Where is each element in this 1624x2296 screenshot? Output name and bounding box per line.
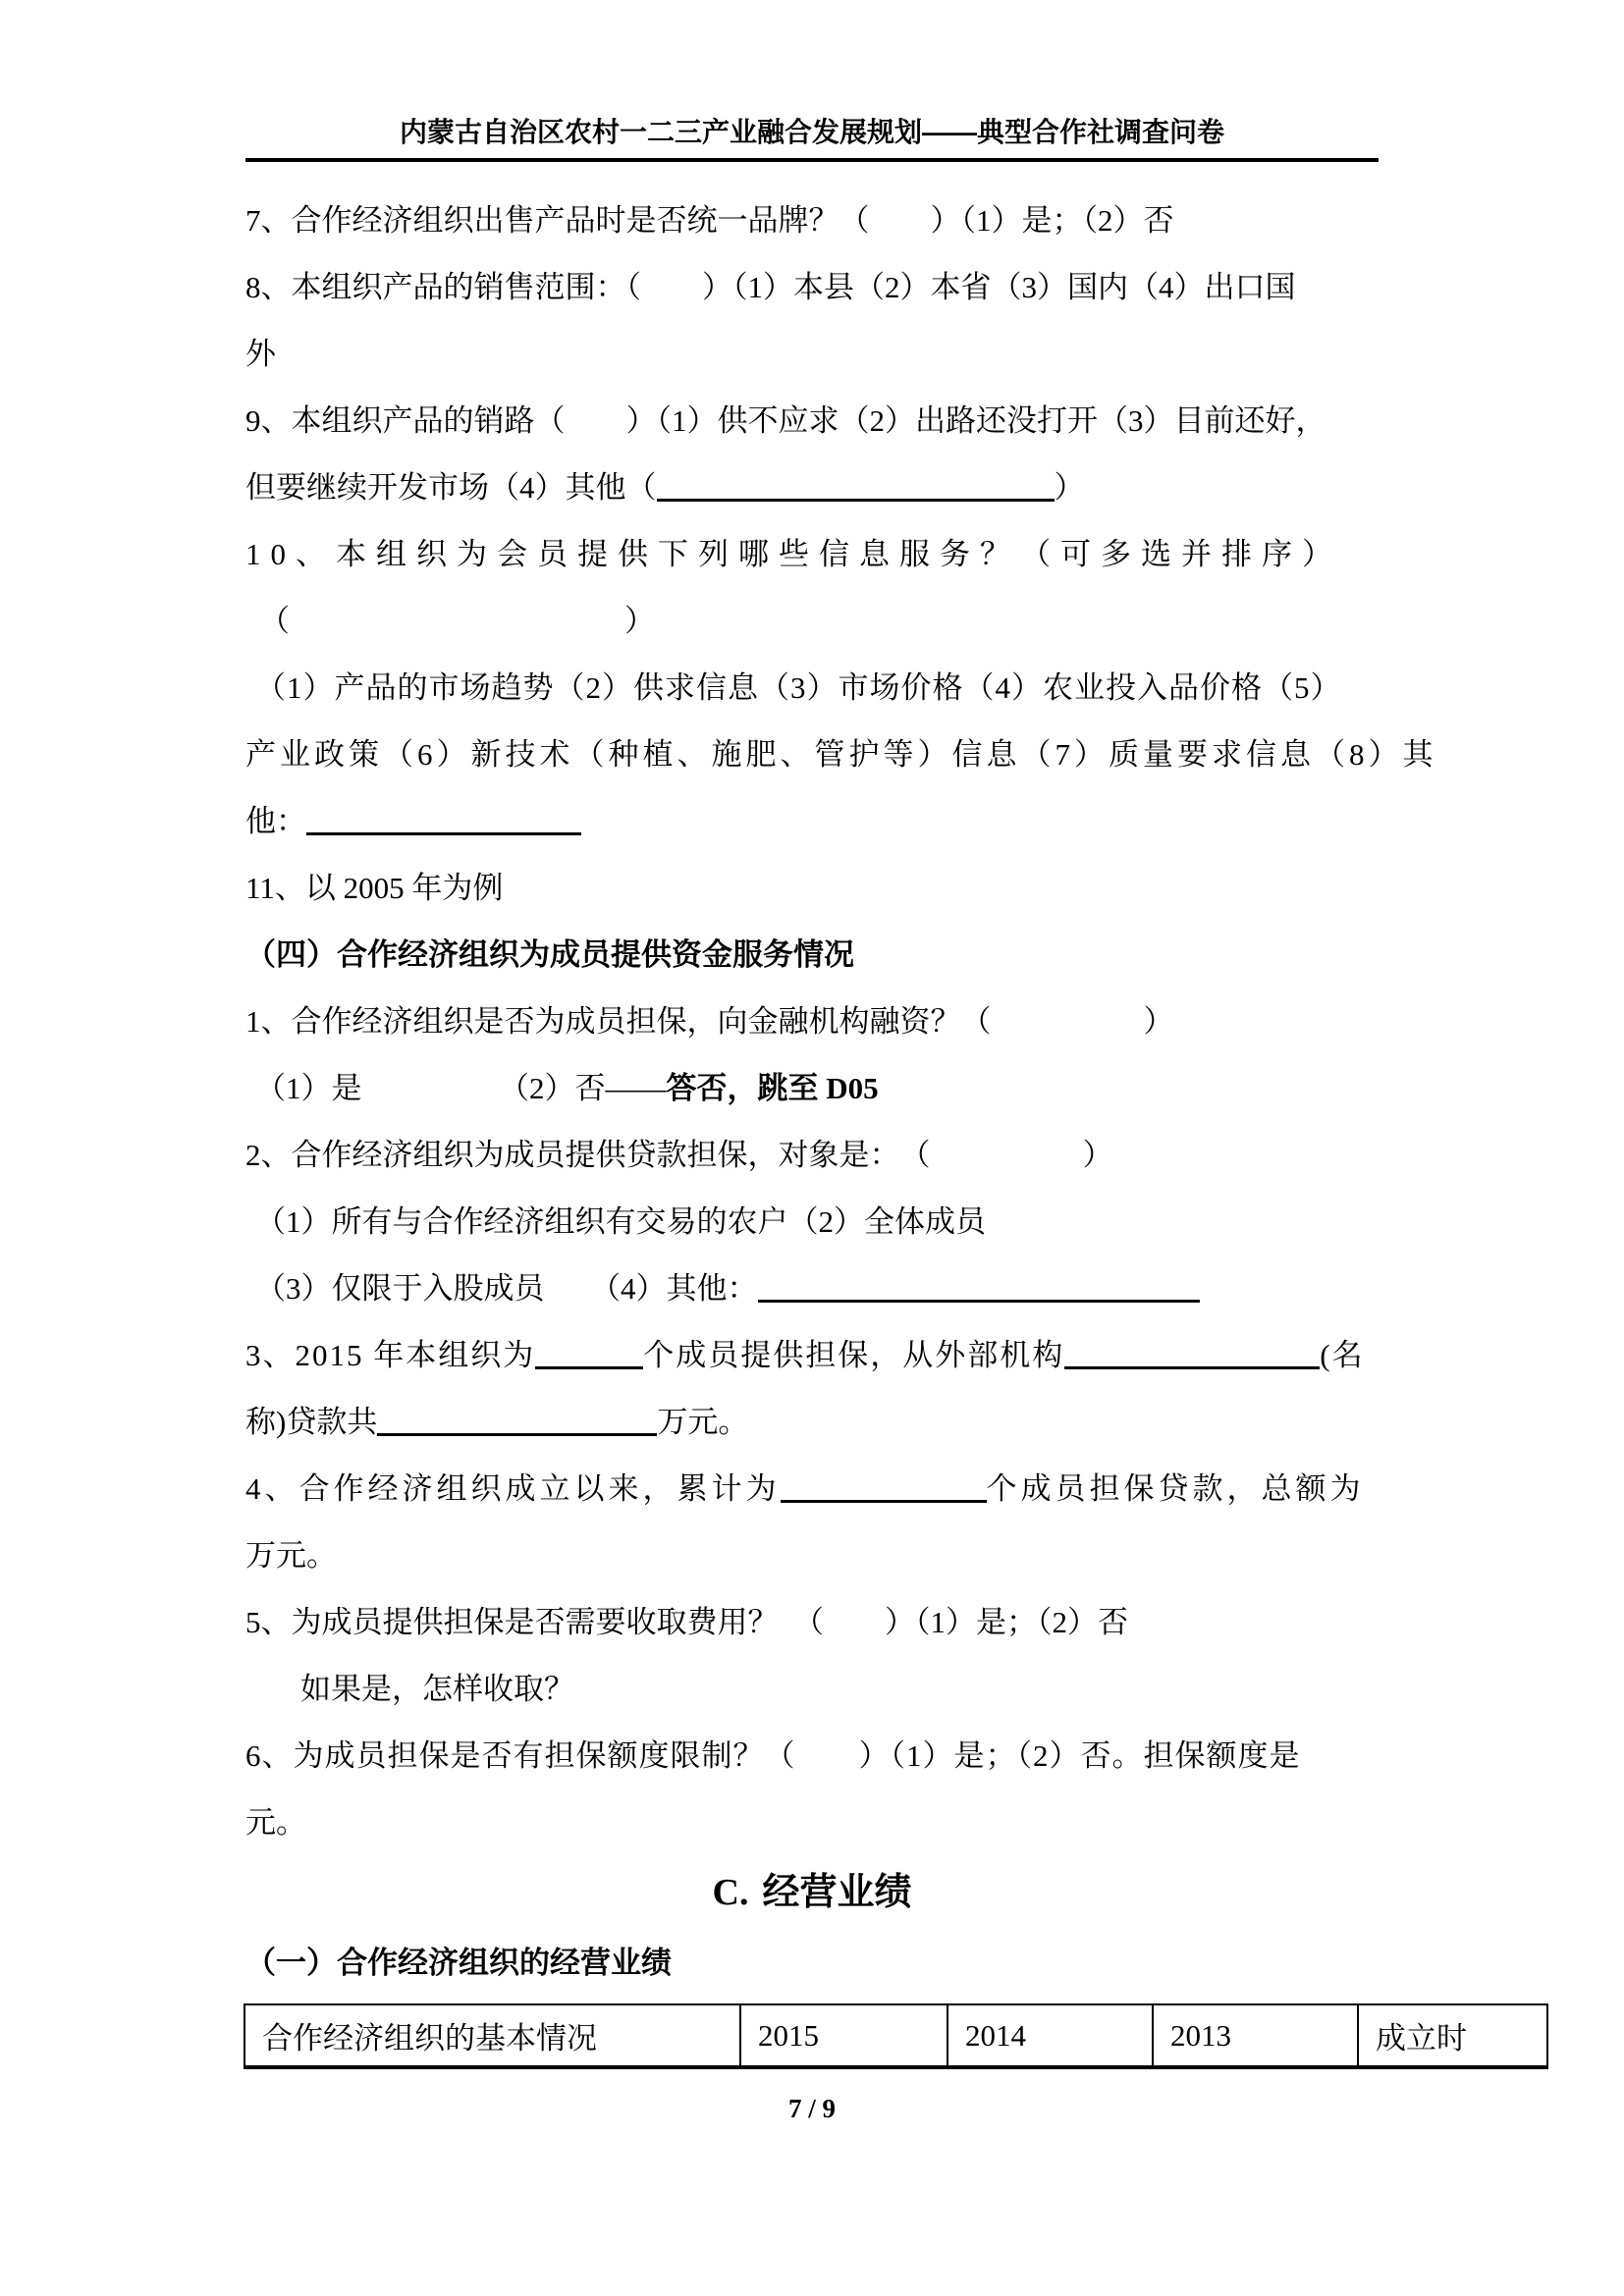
table-header-2013: 2013 [1153,2004,1358,2067]
section4-question-2: 2、合作经济组织为成员提供贷款担保，对象是： （ ） [245,1138,1113,1172]
document-header-title: 内蒙古自治区农村一二三产业融合发展规划——典型合作社调查问卷 [245,116,1379,162]
fill-in-blank [758,1300,1200,1303]
question-10-answer-parens: （ ） [259,604,655,638]
section4-question-4-line2: 万元。 [245,1538,337,1573]
question-10-options-line2: 产业政策（6）新技术（种植、施肥、管护等）信息（7）质量要求信息（8）其 [245,737,1437,772]
table-header-2014: 2014 [947,2004,1153,2067]
table-header-basic-info: 合作经济组织的基本情况 [244,2004,740,2067]
section4-question-2-options-line1: （1）所有与合作经济组织有交易的农户（2）全体成员 [255,1204,986,1239]
section4-q3-text-c: (名 [1320,1338,1365,1372]
section4-question-3-line1 [245,1322,1379,1389]
question-10-other-label: 他： [245,804,306,838]
section4-q4-text-b: 个成员担保贷款，总额为 [986,1471,1365,1506]
question-9-line2 [245,454,1379,521]
section-c-letter: C. [712,1872,749,1913]
section-4-heading: （四）合作经济组织为成员提供资金服务情况 [245,937,854,972]
section4-q3-text-e: 万元。 [657,1405,749,1439]
table-header-2015: 2015 [740,2004,947,2067]
section4-q3-text-b: 个成员提供担保，从外部机构 [643,1338,1065,1372]
question-10-options-line1: （1）产品的市场趋势（2）供求信息（3）市场价格（4）农业投入品价格（5） [255,670,1342,705]
fill-in-blank [535,1366,643,1369]
section4-question-6-line2: 元。 [245,1805,306,1840]
table-header-founding: 成立时 [1358,2004,1547,2067]
section-c-title: 经营业绩 [762,1872,912,1913]
table-header-row [244,2004,1547,2067]
fill-in-blank [657,499,1055,502]
section4-question-5-followup: 如果是，怎样收取？ [300,1672,574,1706]
section4-question-6-line1: 6、为成员担保是否有担保额度限制？（ ）（1）是；（2）否。担保额度是 [245,1738,1301,1773]
section-c-heading [245,1856,1379,1929]
fill-in-blank [377,1433,657,1436]
fill-in-blank [781,1500,987,1503]
document-body [245,162,1437,1856]
section4-question-1-options [245,1055,1379,1122]
question-7: 7、合作经济组织出售产品时是否统一品牌？（ ）（1）是；（2）否 [245,203,1174,238]
section4-q4-text-a: 4、合作经济组织成立以来，累计为 [245,1471,781,1506]
section4-question-4-line1 [245,1456,1379,1522]
fill-in-blank [1064,1366,1320,1369]
section4-q1-options-text: （1）是 （2）否—— [255,1071,667,1105]
question-9-line1: 9、本组织产品的销路（ ）（1）供不应求（2）出路还没打开（3）目前还好， [245,403,1326,438]
question-8-line2: 外 [245,337,276,371]
performance-table [244,2003,1548,2069]
section4-question-1: 1、合作经济组织是否为成员担保，向金融机构融资？（ ） [245,1004,1174,1039]
section4-q2-other-label: （3）仅限于入股成员 （4）其他： [255,1271,758,1306]
section4-q1-skip-instruction: 答否，跳至 D05 [666,1071,879,1105]
question-10-options-line3 [245,788,1379,855]
fill-in-blank [306,832,581,835]
section4-question-2-options-line2 [245,1255,1379,1322]
section4-question-5: 5、为成员提供担保是否需要收取费用？ （ ）（1）是；（2）否 [245,1605,1128,1639]
section4-q3-text-a: 3、2015 年本组织为 [245,1338,536,1372]
section4-q3-text-d: 称)贷款共 [245,1405,378,1439]
question-9-close-paren: ） [1054,470,1085,505]
page-number: 7 / 9 [787,2094,836,2123]
section-c1-subheading: （一）合作经济组织的经营业绩 [245,1946,672,1980]
question-10-stem: 10、本组织为会员提供下列哪些信息服务？（可多选并排序） [245,537,1342,571]
question-11: 11、以 2005 年为例 [245,871,504,905]
question-8-line1: 8、本组织产品的销售范围：（ ）（1）本县（2）本省（3）国内（4）出口国 [245,270,1296,304]
section4-question-3-line2 [245,1389,1379,1456]
question-9-other-label: 但要继续开发市场（4）其他（ [245,470,657,505]
